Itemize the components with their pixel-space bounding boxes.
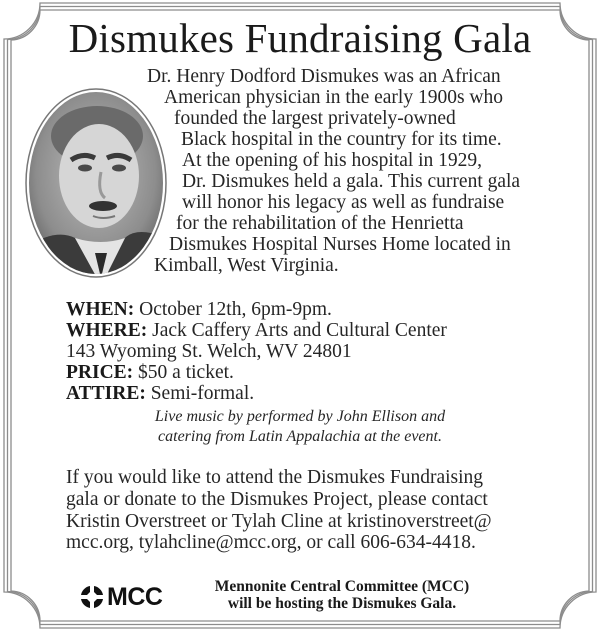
where-row <box>66 320 447 341</box>
contact-line: mcc.org, tylahcline@mcc.org, or call 606-634-4418. <box>66 532 476 553</box>
portrait-photo-icon <box>25 88 167 278</box>
mcc-logo <box>80 583 162 611</box>
intro-line: founded the largest privately-owned <box>174 108 456 129</box>
price-value: $50 a ticket. <box>133 362 234 383</box>
when-row <box>66 299 332 320</box>
where-value: Jack Caffery Arts and Cultural Center <box>147 320 447 341</box>
mcc-cross-logo-icon <box>80 585 104 609</box>
host-line: will be hosting the Dismukes Gala. <box>227 595 457 612</box>
attire-label: ATTIRE: <box>66 383 146 404</box>
entertainment-note-line: catering from Latin Appalachia at the event. <box>158 428 442 445</box>
entertainment-note-line: Live music by performed by John Ellison and <box>154 408 446 425</box>
where-label: WHERE: <box>66 320 148 341</box>
intro-line: for the rehabilitation of the Henrietta <box>176 213 464 234</box>
address-line: 143 Wyoming St. Welch, WV 24801 <box>66 341 352 362</box>
contact-line: If you would like to attend the Dismukes Fundraising <box>66 467 484 488</box>
price-label: PRICE: <box>66 362 134 383</box>
attire-value: Semi-formal. <box>145 383 255 404</box>
intro-line: Dismukes Hospital Nurses Home located in <box>169 234 511 255</box>
intro-line: At the opening of his hospital in 1929, <box>182 150 483 171</box>
when-label: WHEN: <box>66 299 135 320</box>
intro-line: Kimball, West Virginia. <box>154 255 339 276</box>
page-title: Dismukes Fundraising Gala <box>68 15 532 61</box>
host-line: Mennonite Central Committee (MCC) <box>214 578 470 595</box>
intro-line: American physician in the early 1900s who <box>164 87 503 108</box>
when-value: October 12th, 6pm-9pm. <box>134 299 332 320</box>
price-row <box>66 362 234 383</box>
attire-row <box>66 383 254 404</box>
intro-line: Black hospital in the country for its time. <box>181 129 502 150</box>
intro-line: will honor his legacy as well as fundraise <box>182 192 505 213</box>
intro-line: Dr. Henry Dodford Dismukes was an African <box>147 66 501 87</box>
contact-line: Kristin Overstreet or Tylah Cline at kristinoverstreet@ <box>66 511 492 532</box>
contact-line: gala or donate to the Dismukes Project, please contact <box>66 489 488 510</box>
intro-line: Dr. Dismukes held a gala. This current gala <box>182 171 521 192</box>
mcc-logo-text: MCC <box>107 582 163 611</box>
